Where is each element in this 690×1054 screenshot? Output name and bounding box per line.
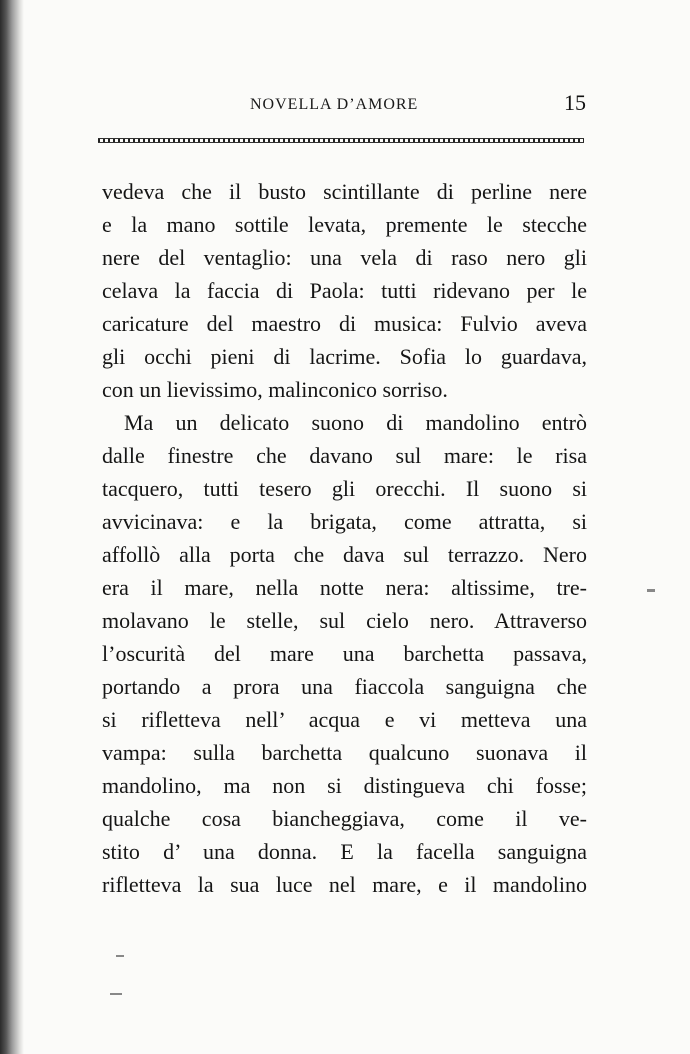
print-speck bbox=[110, 993, 122, 995]
text-line: nere del ventaglio: una vela di raso nero gli bbox=[102, 245, 587, 270]
ornamental-rule bbox=[98, 138, 584, 143]
text-line: dalle finestre che davano sul mare: le risa bbox=[102, 443, 587, 468]
text-line: tacquero, tutti tesero gli orecchi. Il suono si bbox=[102, 476, 587, 501]
text-line: l’oscurità del mare una barchetta passava, bbox=[102, 641, 587, 666]
text-line: avvicinava: e la brigata, come attratta, si bbox=[102, 509, 587, 534]
text-line: celava la faccia di Paola: tutti ridevano per le bbox=[102, 278, 587, 303]
body-text bbox=[102, 175, 587, 901]
text-line: portando a prora una fiaccola sanguigna che bbox=[102, 674, 587, 699]
text-line: mandolino, ma non si distingueva chi fosse; bbox=[102, 773, 587, 798]
running-title: NOVELLA D’AMORE bbox=[250, 96, 419, 113]
text-line: Ma un delicato suono di mandolino entrò bbox=[124, 410, 587, 435]
text-line: rifletteva la sua luce nel mare, e il mandolino bbox=[102, 872, 587, 897]
text-line: con un lievissimo, malinconico sorriso. bbox=[102, 377, 448, 402]
print-speck bbox=[647, 589, 655, 592]
page-binding-edge bbox=[0, 0, 24, 1054]
text-line: caricature del maestro di musica: Fulvio aveva bbox=[102, 311, 587, 336]
text-line: stito d’ una donna. E la facella sanguigna bbox=[102, 839, 587, 864]
text-line: qualche cosa biancheggiava, come il ve- bbox=[102, 806, 587, 831]
text-line: vampa: sulla barchetta qualcuno suonava il bbox=[102, 740, 587, 765]
text-line: e la mano sottile levata, premente le stecche bbox=[102, 212, 587, 237]
text-line: era il mare, nella notte nera: altissime, tre- bbox=[102, 575, 587, 600]
print-speck bbox=[116, 955, 124, 957]
page-number: 15 bbox=[564, 90, 586, 115]
text-line: affollò alla porta che dava sul terrazzo. Nero bbox=[102, 542, 587, 567]
text-line: molavano le stelle, sul cielo nero. Attraverso bbox=[102, 608, 587, 633]
text-line: gli occhi pieni di lacrime. Sofia lo guardava, bbox=[102, 344, 587, 369]
text-line: vedeva che il busto scintillante di perline nere bbox=[102, 179, 587, 204]
text-line: si rifletteva nell’ acqua e vi metteva una bbox=[102, 707, 587, 732]
